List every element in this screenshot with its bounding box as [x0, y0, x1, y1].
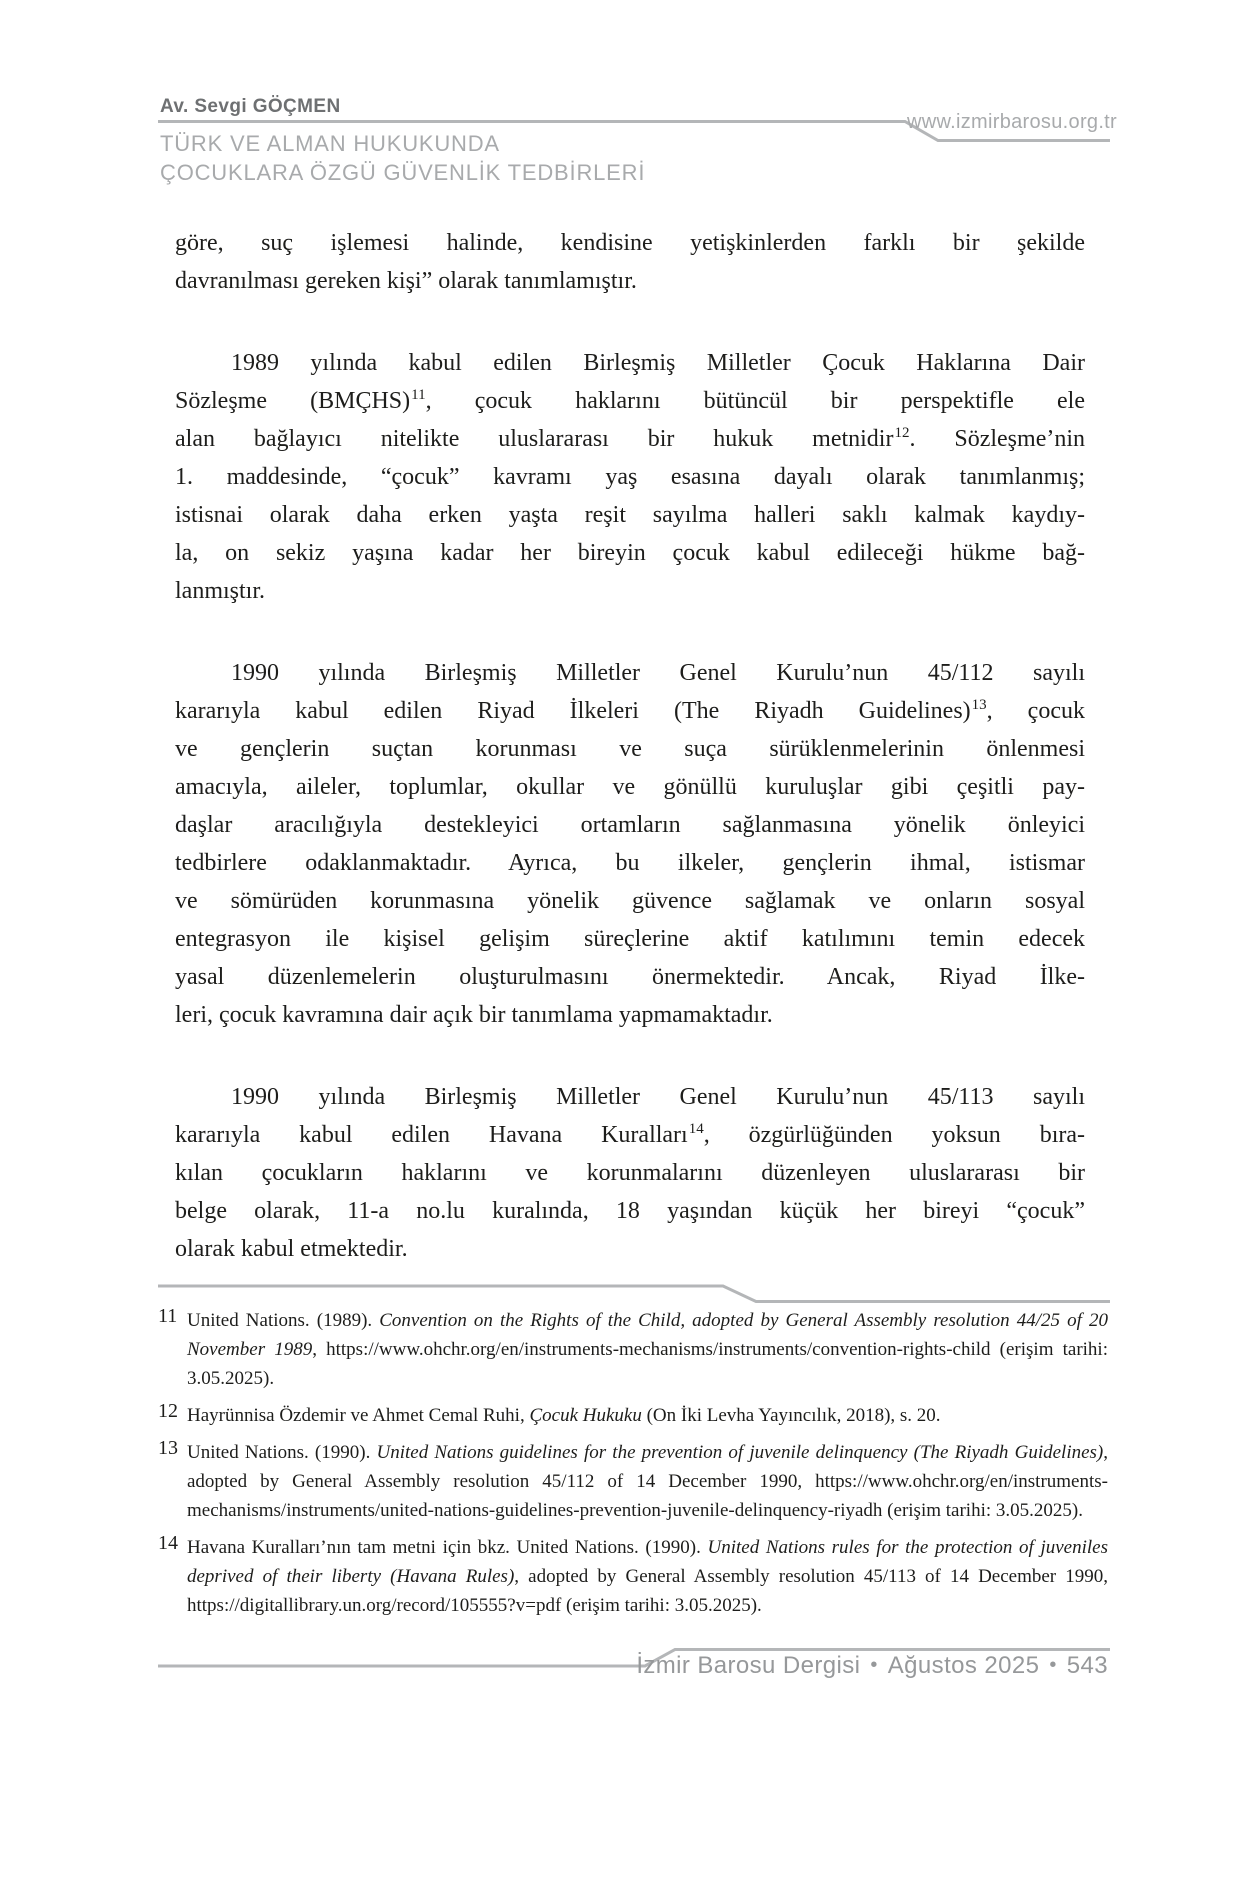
paragraph — [175, 344, 1085, 610]
footnote-marker: 12 — [158, 1400, 178, 1422]
body-text-line — [175, 692, 1085, 730]
body-text-line — [175, 344, 1085, 382]
body-text-line — [175, 382, 1085, 420]
text-segment: davranılması gereken kişi” olarak tanımlamıştır. — [175, 268, 637, 294]
body-text-line — [175, 882, 1085, 920]
issue-date: Ağustos 2025 — [887, 1652, 1040, 1679]
article-title-line2: ÇOCUKLARA ÖZGÜ GÜVENLİK TEDBİRLERİ — [160, 160, 646, 185]
body-text-line — [175, 534, 1085, 572]
body-text-line — [175, 496, 1085, 534]
citation-title: Convention on the Rights of the Child, adopted by General Assembly resolution 44/25 of 20 November 1989 — [187, 1310, 1108, 1360]
body-text-line — [175, 996, 1085, 1034]
website-url: www.izmirbarosu.org.tr — [907, 111, 1117, 133]
body-text-line — [175, 224, 1085, 262]
text-segment: kararıyla kabul edilen Riyad İlkeleri (The Riyadh Guidelines) — [175, 698, 971, 724]
body-text-line — [175, 768, 1085, 806]
text-segment: entegrasyon ile kişisel gelişim süreçlerine aktif katılımını temin edecek — [175, 926, 1085, 952]
body-text-line — [175, 844, 1085, 882]
footer-separator: • — [870, 1654, 878, 1676]
text-segment: belge olarak, 11-a no.lu kuralında, 18 yaşından küçük her bireyi “çocuk” — [175, 1198, 1085, 1224]
body-text-line — [175, 1230, 1085, 1268]
text-segment: daşlar aracılığıyla destekleyici ortamların sağlanmasına yönelik önleyici — [175, 812, 1085, 838]
text-segment: alan bağlayıcı nitelikte uluslararası bir hukuk metnidir — [175, 426, 894, 452]
body-text-line — [175, 1078, 1085, 1116]
footnote-text — [187, 1438, 1108, 1525]
footnote-item — [158, 1533, 1108, 1620]
text-segment: 1. maddesinde, “çocuk” kavramı yaş esasına dayalı olarak tanımlanmış; — [175, 464, 1085, 490]
text-segment: olarak kabul etmektedir. — [175, 1236, 408, 1262]
text-segment: kılan çocukların haklarını ve korunmalarını düzenleyen uluslararası bir — [175, 1160, 1085, 1186]
text-segment: Sözleşme (BMÇHS) — [175, 388, 411, 414]
citation-title: United Nations rules for the protection of juveniles deprived of their liberty (Havana Rules) — [187, 1537, 1108, 1587]
citation-text: Havana Kuralları’nın tam metni için bkz. United Nations. (1990). — [187, 1537, 708, 1558]
paragraph — [175, 224, 1085, 300]
footnote-item — [158, 1306, 1108, 1393]
text-segment: , çocuk haklarını bütüncül bir perspektifle ele — [425, 388, 1086, 414]
footnote-marker: 13 — [158, 1437, 178, 1459]
text-segment: 1989 yılında kabul edilen Birleşmiş Milletler Çocuk Haklarına Dair — [231, 350, 1085, 376]
text-segment: la, on sekiz yaşına kadar her bireyin çocuk kabul edileceği hükme bağ- — [175, 540, 1085, 566]
text-segment: , özgürlüğünden yoksun bıra- — [703, 1122, 1085, 1148]
footnote-reference: 14 — [688, 1121, 704, 1137]
body-text-line — [175, 730, 1085, 768]
citation-text: United Nations. (1989). — [187, 1310, 380, 1331]
journal-name: İzmir Barosu Dergisi — [636, 1652, 861, 1679]
text-segment: ve gençlerin suçtan korunması ve suça sürüklenmelerinin önlenmesi — [175, 736, 1085, 762]
citation-title: United Nations guidelines for the prevention of juvenile delinquency (The Riyadh Guidelines) — [376, 1442, 1104, 1463]
footnote-marker: 14 — [158, 1532, 178, 1554]
body-text-line — [175, 1154, 1085, 1192]
citation-text: United Nations. (1990). — [187, 1442, 377, 1463]
body-text-line — [175, 420, 1085, 458]
citation-text: , https://www.ohchr.org/en/instruments-mechanisms/instruments/convention-rights-child (erişim tarihi: 3.05.2025). — [187, 1339, 1108, 1389]
text-segment: ve sömürüden korunmasına yönelik güvence sağlamak ve onların sosyal — [175, 888, 1085, 914]
page-footer — [636, 1652, 1108, 1680]
footnote-reference: 11 — [411, 387, 426, 403]
footnote-text — [187, 1401, 1108, 1430]
paragraph — [175, 1078, 1085, 1268]
body-text-line — [175, 1116, 1085, 1154]
citation-text: Hayrünnisa Özdemir ve Ahmet Cemal Ruhi, — [187, 1405, 530, 1426]
footnote-item — [158, 1401, 1108, 1430]
article-title-line1: TÜRK VE ALMAN HUKUKUNDA — [160, 131, 500, 156]
footnote-text — [187, 1306, 1108, 1393]
text-segment: . Sözleşme’nin — [909, 426, 1086, 452]
page-number: 543 — [1066, 1652, 1108, 1679]
citation-title: Çocuk Hukuku — [529, 1405, 642, 1426]
text-segment: yasal düzenlemelerin oluşturulmasını önermektedir. Ancak, Riyad İlke- — [175, 964, 1085, 990]
text-segment: tedbirlere odaklanmaktadır. Ayrıca, bu ilkeler, gençlerin ihmal, istismar — [175, 850, 1085, 876]
text-segment: 1990 yılında Birleşmiş Milletler Genel Kurulu’nun 45/112 sayılı — [231, 660, 1085, 686]
footnote-reference: 12 — [894, 425, 910, 441]
footnote-marker: 11 — [158, 1305, 178, 1327]
footnote-reference: 13 — [971, 697, 987, 713]
footnote-text — [187, 1533, 1108, 1620]
citation-text: , adopted by General Assembly resolution 45/113 of 14 December 1990, https://digitallibrary.un.org/record/105555?v=pdf (erişim tarihi: 3.05.2025). — [187, 1566, 1108, 1616]
text-segment: lanmıştır. — [175, 578, 265, 604]
body-text-line — [175, 806, 1085, 844]
footnotes-section — [158, 1306, 1108, 1620]
body-text-line — [175, 458, 1085, 496]
article-title — [160, 129, 645, 187]
text-segment: kararıyla kabul edilen Havana Kuralları — [175, 1122, 688, 1148]
body-text-line — [175, 262, 1085, 300]
text-segment: amacıyla, aileler, toplumlar, okullar ve gönüllü kuruluşlar gibi çeşitli pay- — [175, 774, 1085, 800]
body-text-line — [175, 654, 1085, 692]
body-text-line — [175, 1192, 1085, 1230]
body-text-line — [175, 958, 1085, 996]
footnote-divider-rule — [158, 1284, 1110, 1305]
paragraph — [175, 654, 1085, 1034]
citation-text: (On İki Levha Yayıncılık, 2018), s. 20. — [641, 1405, 941, 1426]
body-text-line — [175, 572, 1085, 610]
text-segment: istisnai olarak daha erken yaşta reşit sayılma halleri saklı kalmak kaydıy- — [175, 502, 1085, 528]
text-segment: 1990 yılında Birleşmiş Milletler Genel Kurulu’nun 45/113 sayılı — [231, 1084, 1085, 1110]
article-body — [175, 224, 1085, 1268]
citation-text: , adopted by General Assembly resolution 45/112 of 14 December 1990, https://www.ohchr.org/en/instruments-mechanisms/instruments/united-nations-guidelines-prevention-juvenile-delinquency-riyadh (erişim tarihi: 3.05.2025). — [187, 1442, 1108, 1521]
body-text-line — [175, 920, 1085, 958]
footer-separator: • — [1049, 1654, 1057, 1676]
footnote-item — [158, 1438, 1108, 1525]
author-name: Av. Sevgi GÖÇMEN — [160, 96, 341, 117]
text-segment: , çocuk — [986, 698, 1085, 724]
text-segment: göre, suç işlemesi halinde, kendisine yetişkinlerden farklı bir şekilde — [175, 230, 1085, 256]
text-segment: leri, çocuk kavramına dair açık bir tanımlama yapmamaktadır. — [175, 1002, 773, 1028]
